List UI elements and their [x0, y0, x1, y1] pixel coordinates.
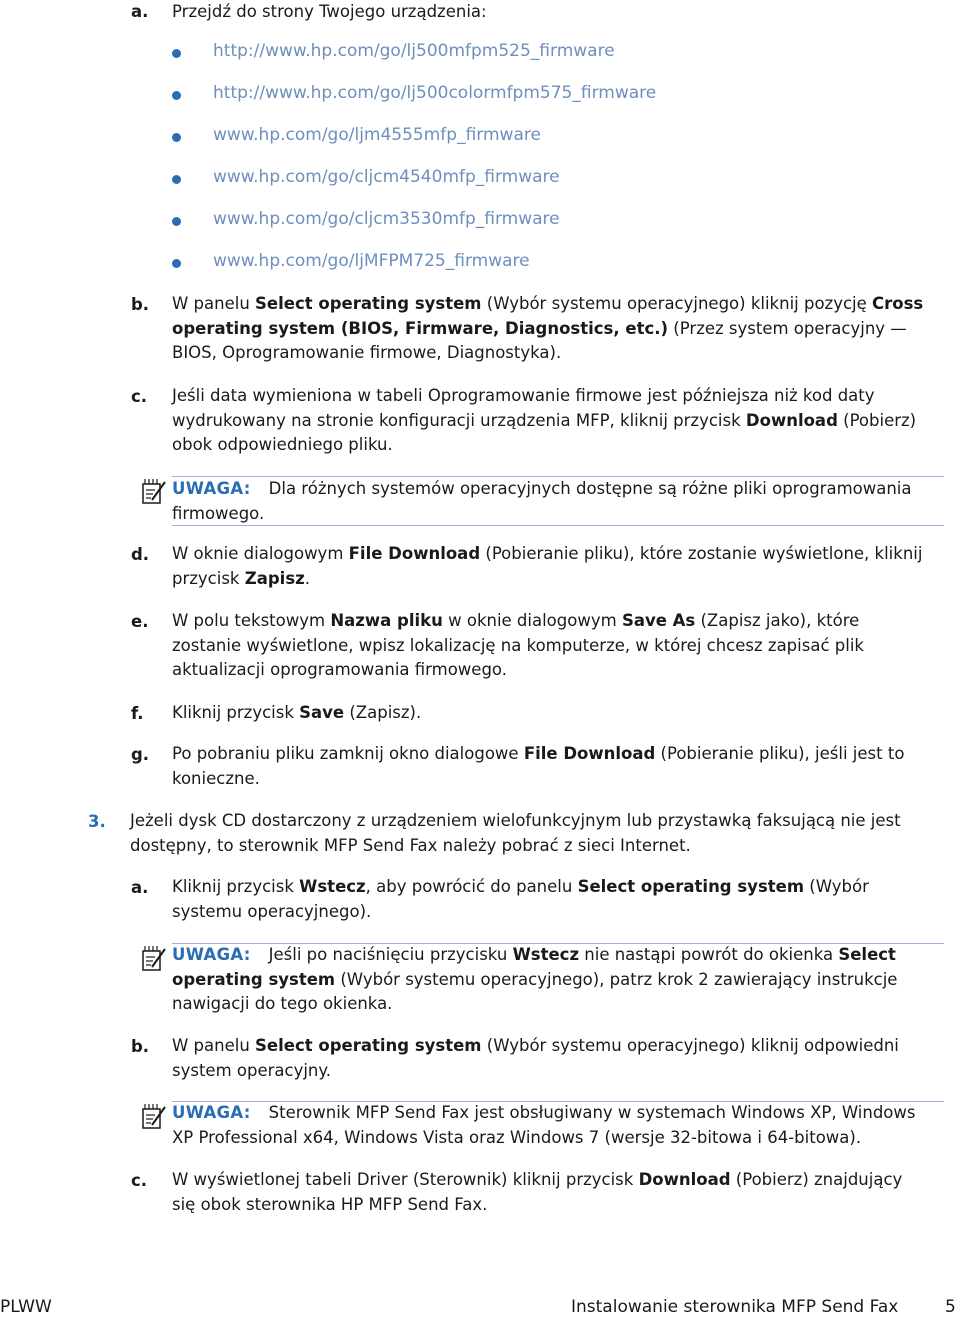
firmware-link[interactable]: www.hp.com/go/ljm4555mfp_firmware: [213, 125, 541, 145]
bullet-icon: [172, 133, 181, 142]
step-3b-label: b.: [131, 1037, 150, 1056]
note-bottom-rule: [172, 525, 944, 526]
step-a-label: a.: [131, 2, 149, 21]
firmware-link[interactable]: www.hp.com/go/cljcm3530mfp_firmware: [213, 209, 560, 229]
step-g-label: g.: [131, 745, 150, 764]
footer-left: PLWW: [0, 1297, 52, 1317]
note-label: UWAGA:: [172, 479, 251, 498]
step-d-text: W oknie dialogowym File Download (Pobieranie pliku), które zostanie wyświetlone, kliknij przycisk Zapisz.: [172, 544, 923, 588]
step-d-label: d.: [131, 545, 150, 564]
note-icon: [140, 478, 168, 506]
step-g-text: Po pobraniu pliku zamknij okno dialogowe File Download (Pobieranie pliku), jeśli jest to konieczne.: [172, 744, 905, 788]
step-e-text: W polu tekstowym Nazwa pliku w oknie dialogowym Save As (Zapisz jako), które zostanie wyświetlone, wpisz lokalizację na komputerze, w której chcesz zapisać plik aktualizacji oprogramowania firmowego.: [172, 611, 864, 679]
step-f-label: f.: [131, 704, 144, 723]
firmware-link[interactable]: www.hp.com/go/ljMFPM725_firmware: [213, 251, 530, 271]
step-c-text: Jeśli data wymieniona w tabeli Oprogramowanie firmowe jest późniejsza niż kod daty wydrukowany na stronie konfiguracji urządzenia MFP, kliknij przycisk Download (Pobierz) obok odpowiedniego pliku.: [172, 386, 917, 454]
footer-title: Instalowanie sterownika MFP Send Fax: [571, 1297, 899, 1317]
note-2: UWAGA: Jeśli po naciśnięciu przycisku Wstecz nie nastąpi powrót do okienka Select operating system (Wybór systemu operacyjnego), patrz krok 2 zawierający instrukcje nawigacji do tego okienka.: [172, 945, 898, 1013]
bullet-icon: [172, 175, 181, 184]
step-3a-label: a.: [131, 878, 149, 897]
note-3: UWAGA: Sterownik MFP Send Fax jest obsługiwany w systemach Windows XP, Windows XP Professional x64, Windows Vista oraz Windows 7 (wersje 32-bitowa i 64-bitowa).: [172, 1103, 916, 1147]
step-3-text: Jeżeli dysk CD dostarczony z urządzeniem wielofunkcyjnym lub przystawką faksującą nie jest dostępny, to sterownik MFP Send Fax należy pobrać z sieci Internet.: [130, 811, 901, 855]
note-label: UWAGA:: [172, 1103, 251, 1122]
bullet-icon: [172, 49, 181, 58]
step-3-label: 3.: [88, 812, 106, 831]
note-icon: [140, 945, 168, 973]
firmware-link[interactable]: www.hp.com/go/cljcm4540mfp_firmware: [213, 167, 560, 187]
firmware-link[interactable]: http://www.hp.com/go/lj500colormfpm575_firmware: [213, 83, 657, 103]
step-3c-text: W wyświetlonej tabeli Driver (Sterownik) kliknij przycisk Download (Pobierz) znajdujący się obok sterownika HP MFP Send Fax.: [172, 1170, 903, 1214]
step-b-text: W panelu Select operating system (Wybór systemu operacyjnego) kliknij pozycję Cross operating system (BIOS, Firmware, Diagnostics, etc.) (Przez system operacyjny — BIOS, Oprogramowanie firmowe, Diagnostyka).: [172, 294, 924, 362]
bullet-icon: [172, 217, 181, 226]
step-3c-label: c.: [131, 1171, 148, 1190]
bullet-icon: [172, 259, 181, 268]
firmware-link[interactable]: http://www.hp.com/go/lj500mfpm525_firmware: [213, 41, 615, 61]
step-3a-text: Kliknij przycisk Wstecz, aby powrócić do panelu Select operating system (Wybór systemu operacyjnego).: [172, 877, 869, 921]
step-3b-text: W panelu Select operating system (Wybór systemu operacyjnego) kliknij odpowiedni system operacyjny.: [172, 1036, 899, 1080]
step-b-label: b.: [131, 295, 150, 314]
bullet-icon: [172, 91, 181, 100]
note-label: UWAGA:: [172, 945, 251, 964]
step-a-text: Przejdź do strony Twojego urządzenia:: [172, 2, 487, 21]
note-icon: [140, 1103, 168, 1131]
step-c-label: c.: [131, 387, 148, 406]
note-1: UWAGA: Dla różnych systemów operacyjnych dostępne są różne pliki oprogramowania firmowego.: [172, 479, 912, 523]
step-f-text: Kliknij przycisk Save (Zapisz).: [172, 703, 422, 722]
step-e-label: e.: [131, 612, 149, 631]
page-number: 5: [945, 1297, 956, 1317]
